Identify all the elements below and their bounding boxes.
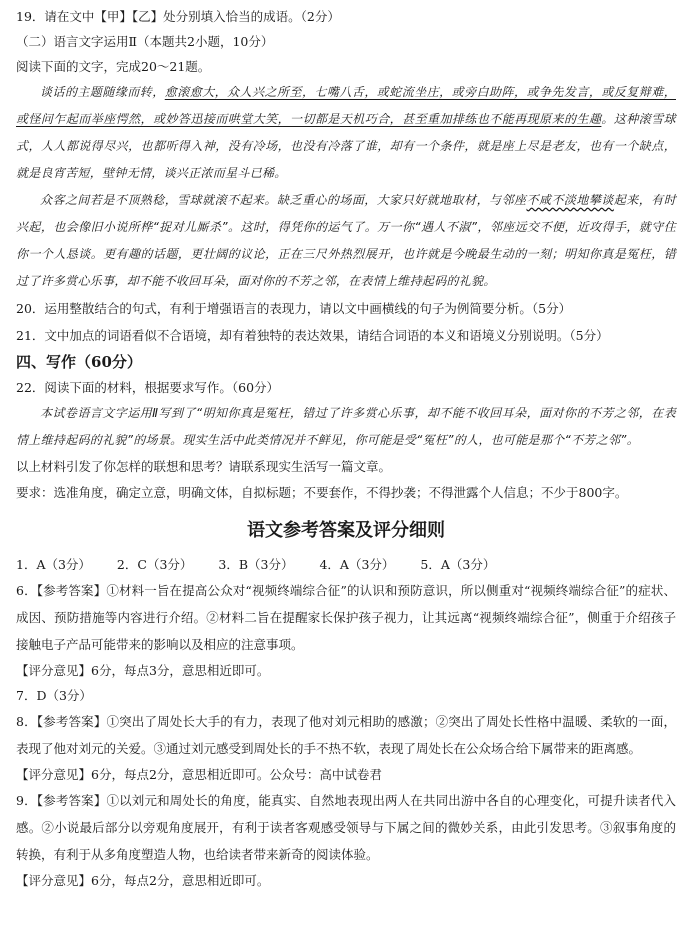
writing-requirements: 要求：选准角度，确定立意，明确文体，自拟标题；不要套作，不得抄袭；不得泄露个人信息；不少于800字。: [16, 485, 628, 500]
answer-6: 6．【参考答案】①材料一旨在提高公众对“视频终端综合征”的认识和预防意识，所以侧重对“视频终端综合征”的症状、成因、预防措施等内容进行介绍。②材料二旨在提醒家长保护孩子视力，让其远离“视频终端综合征”，侧重于介绍孩子接触电子产品可能带来的影响以及相应的注意事项。: [16, 583, 676, 652]
answer-2: 2．C（3分）: [116, 557, 193, 572]
answer-9: 9．【参考答案】①以刘元和周处长的角度，能真实、自然地表现出两人在共同出游中各自的心理变化，可提升读者代入感。②小说最后部分以旁观角度展开，有利于读者客观感受领导与下属之间的微妙关系，由此引发思考。③叙事角度的转换，有利于从多角度塑造人物，也给读者带来新奇的阅读体验。: [16, 793, 676, 862]
writing-material: 本试卷语言文字运用Ⅱ写到了“明知你真是冤枉，错过了许多赏心乐事，却不能不收回耳朵，面对你的不芳之邻，在表情上维持起码的礼貌”的场景。现实生活中此类情况并不鲜见，你可能是受“冤枉”的人，也可能是那个“不芳之邻”。: [16, 406, 676, 447]
passage-1-intro: 谈话的主题随缘而转，: [40, 85, 165, 99]
question-20: 20．运用整散结合的句式，有利于增强语言的表现力，请以文中画横线的句子为例简要分析。（5分）: [16, 301, 572, 316]
section-4-heading: 四、写作（60分）: [16, 353, 142, 371]
dotted-phrase: 不咸不淡地攀谈: [526, 193, 614, 207]
question-19: 19．请在文中【甲】【乙】处分别填入恰当的成语。（2分）: [16, 9, 340, 24]
answer-8-scoring: 【评分意见】6分，每点2分，意思相近即可。公众号：高中试卷君: [16, 767, 382, 782]
answer-9-scoring: 【评分意见】6分，每点2分，意思相近即可。: [16, 873, 270, 888]
section-2-heading: （二）语言文字运用Ⅱ（本题共2小题，10分）: [16, 34, 274, 49]
answer-3: 3．B（3分）: [218, 557, 294, 572]
answer-8: 8．【参考答案】①突出了周处长大手的有力，表现了他对刘元相助的感激；②突出了周处长性格中温暖、柔软的一面，表现了他对刘元的关爱。③通过刘元感受到周处长的手不热不软，表现了周处长在公众场合给下属带来的距离感。: [16, 714, 676, 756]
question-21: 21．文中加点的词语看似不合语境，却有着独特的表达效果，请结合词语的本义和语境义分别说明。（5分）: [16, 328, 609, 343]
answer-4: 4．A（3分）: [319, 557, 395, 572]
passage-1-rest: 。这种滚雪球式，人人都说得尽兴，也都听得入神，没有冷场，也没有冷落了谁，却有一个条件，就是座上尽是老友，也有一个缺点，就是良宵苦短，壁钟无情，谈兴正浓而星斗已稀。: [16, 112, 676, 180]
passage-paragraph-2: [16, 187, 676, 295]
answer-5: 5．A（3分）: [420, 557, 496, 572]
writing-prompt: 以上材料引发了你怎样的联想和思考？请联系现实生活写一篇文章。: [16, 459, 392, 474]
underlined-sentence: 愈滚愈大，众人兴之所至，七嘴八舌，或蛇流坐庄，或旁白助阵，或争先发言，或反复辩难，或怪问乍起而举座愕然，或妙答迅接而哄堂大笑，一切都是天机巧合，甚至重加排练也不能再现原来的生趣: [16, 85, 676, 126]
multiple-choice-answers: [16, 552, 676, 577]
reading-prompt: 阅读下面的文字，完成20～21题。: [16, 59, 211, 74]
answer-7: 7．D（3分）: [16, 688, 92, 703]
answer-key-title: 语文参考答案及评分细则: [247, 520, 445, 541]
passage-2-rest: 起来，有时兴起，也会像旧小说所桦“捉对儿厮杀”。这时，得凭你的运气了。万一你“遇人不淑”，邻座远交不便，近攻得手，就守住你一个人恳谈。更有趣的话题，更壮阔的议论，正在三尺外热烈展开，也许就是今晚最生动的一刻；明知你真是冤枉，错过了许多赏心乐事，却不能不收回耳朵，面对你的不芳之邻，在表情上维持起码的礼貌。: [16, 193, 676, 288]
answer-6-scoring: 【评分意见】6分，每点3分，意思相近即可。: [16, 663, 270, 678]
answer-1: 1．A（3分）: [16, 557, 91, 572]
passage-paragraph-1: [16, 79, 676, 187]
passage-2-start: 众客之间若是不顶熟稔，雪球就滚不起来。缺乏重心的场面，大家只好就地取材，与邻座: [40, 193, 527, 207]
question-22: 22．阅读下面的材料，根据要求写作。（60分）: [16, 380, 280, 395]
